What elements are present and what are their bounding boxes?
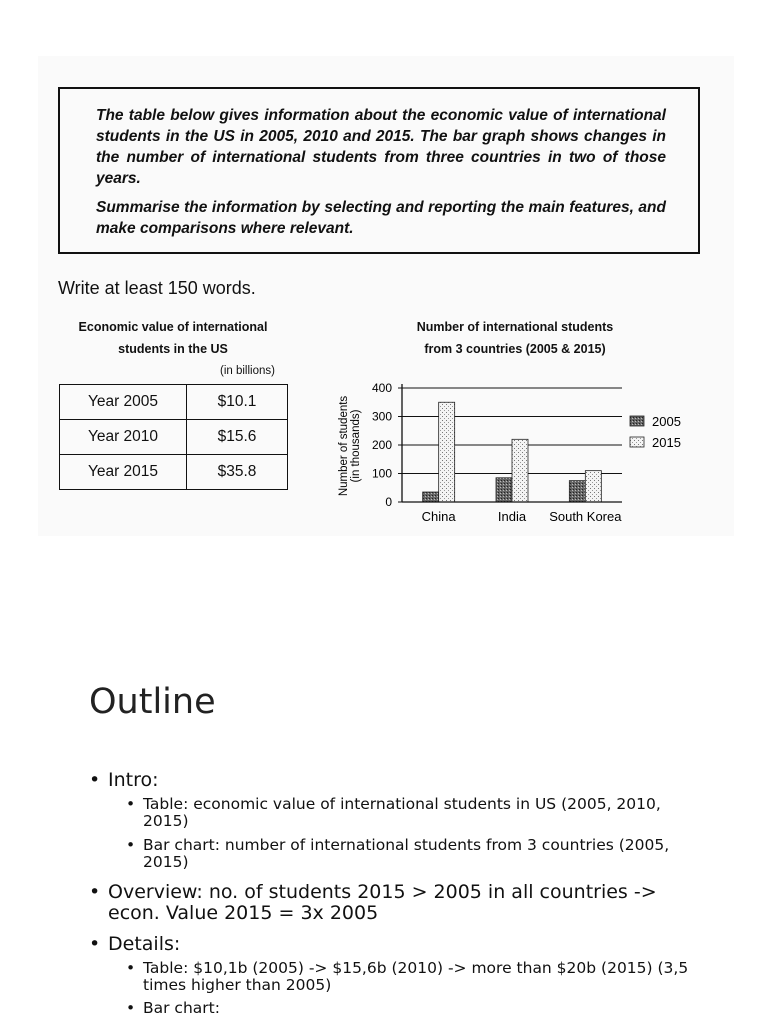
x-tick-label: India [497,509,527,524]
legend-swatch [630,437,644,447]
outline-subitem-text: Bar chart: number of international students from 3 countries (2005, 2015) [143,836,670,871]
bullet-icon: • [126,999,136,1017]
bar-2015 [512,439,528,502]
year-cell: Year 2005 [60,385,187,420]
x-tick-label: South Korea [549,509,622,524]
outline-item-details [89,933,181,955]
chart-title-line-1: Number of international students [416,320,614,334]
value-cell: $35.8 [187,455,288,490]
x-tick-label: China [421,509,456,524]
task-prompt-box [58,87,700,254]
bar-2015 [439,402,455,502]
outline-heading: Outline [89,682,216,722]
task-paragraph-2: Summarise the information by selecting and reporting the main features, and make comparisons where relevant. [96,199,666,237]
bullet-icon: • [126,959,136,977]
value-cell: $10.1 [187,385,288,420]
word-count-instruction: Write at least 150 words. [58,278,256,298]
table-row [60,420,288,455]
y-axis-label-line-1: Number of students [338,395,350,497]
outline-item-text: Overview: no. of students 2015 > 2005 in all countries -> econ. Value 2015 = 3x 2005 [108,881,657,924]
year-cell: Year 2015 [60,455,187,490]
y-tick-label: 300 [371,409,392,424]
table-row [60,385,288,420]
outline-subitem [126,959,703,994]
table-title-line-1: Economic value of international [78,320,268,334]
outline-subitem-text: Table: $10,1b (2005) -> $15,6b (2010) -> more than $20b (2015) (3,5 times higher than 2005) [143,959,689,994]
bullet-icon: • [89,769,101,791]
outline-item-overview [89,881,698,924]
table-row [60,455,288,490]
table-unit: (in billions) [220,365,275,377]
legend-swatch [630,416,644,426]
outline-item-text: Intro: [108,769,159,791]
bar-2005 [496,478,512,502]
outline-subitem [126,999,220,1017]
outline-subitem-text: Bar chart: [143,999,220,1017]
legend-label: 2015 [652,435,681,450]
bar-2005 [569,481,585,502]
bullet-icon: • [126,836,136,854]
task-paragraph-1: The table below gives information about the economic value of international students in the US in 2005, 2010 and 2015. The bar graph shows changes in the number of international students from three countries in two of those years. [96,107,666,187]
outline-subitem [126,795,703,830]
outline-subitem-text: Table: economic value of international students in US (2005, 2010, 2015) [143,795,661,830]
bullet-icon: • [89,933,101,955]
y-tick-label: 400 [371,381,392,395]
chart-title-line-2: from 3 countries (2005 & 2015) [424,342,606,356]
year-cell: Year 2010 [60,420,187,455]
bar-chart [330,372,720,532]
outline-item-intro [89,769,159,791]
bar-2005 [423,492,439,502]
bullet-icon: • [126,795,136,813]
y-tick-label: 0 [385,495,392,509]
chart-title [380,316,650,360]
economic-value-table [59,384,288,490]
y-tick-label: 100 [371,466,392,481]
bullet-icon: • [89,881,101,903]
legend-label: 2005 [652,414,681,429]
y-tick-label: 200 [371,438,392,452]
y-axis-label-line-2: (in thousands) [350,409,362,483]
outline-item-text: Details: [108,933,181,955]
bar-2015 [585,471,601,502]
value-cell: $15.6 [187,420,288,455]
table-title-line-2: students in the US [118,342,228,356]
table-title [50,316,296,360]
outline-subitem [126,836,703,871]
